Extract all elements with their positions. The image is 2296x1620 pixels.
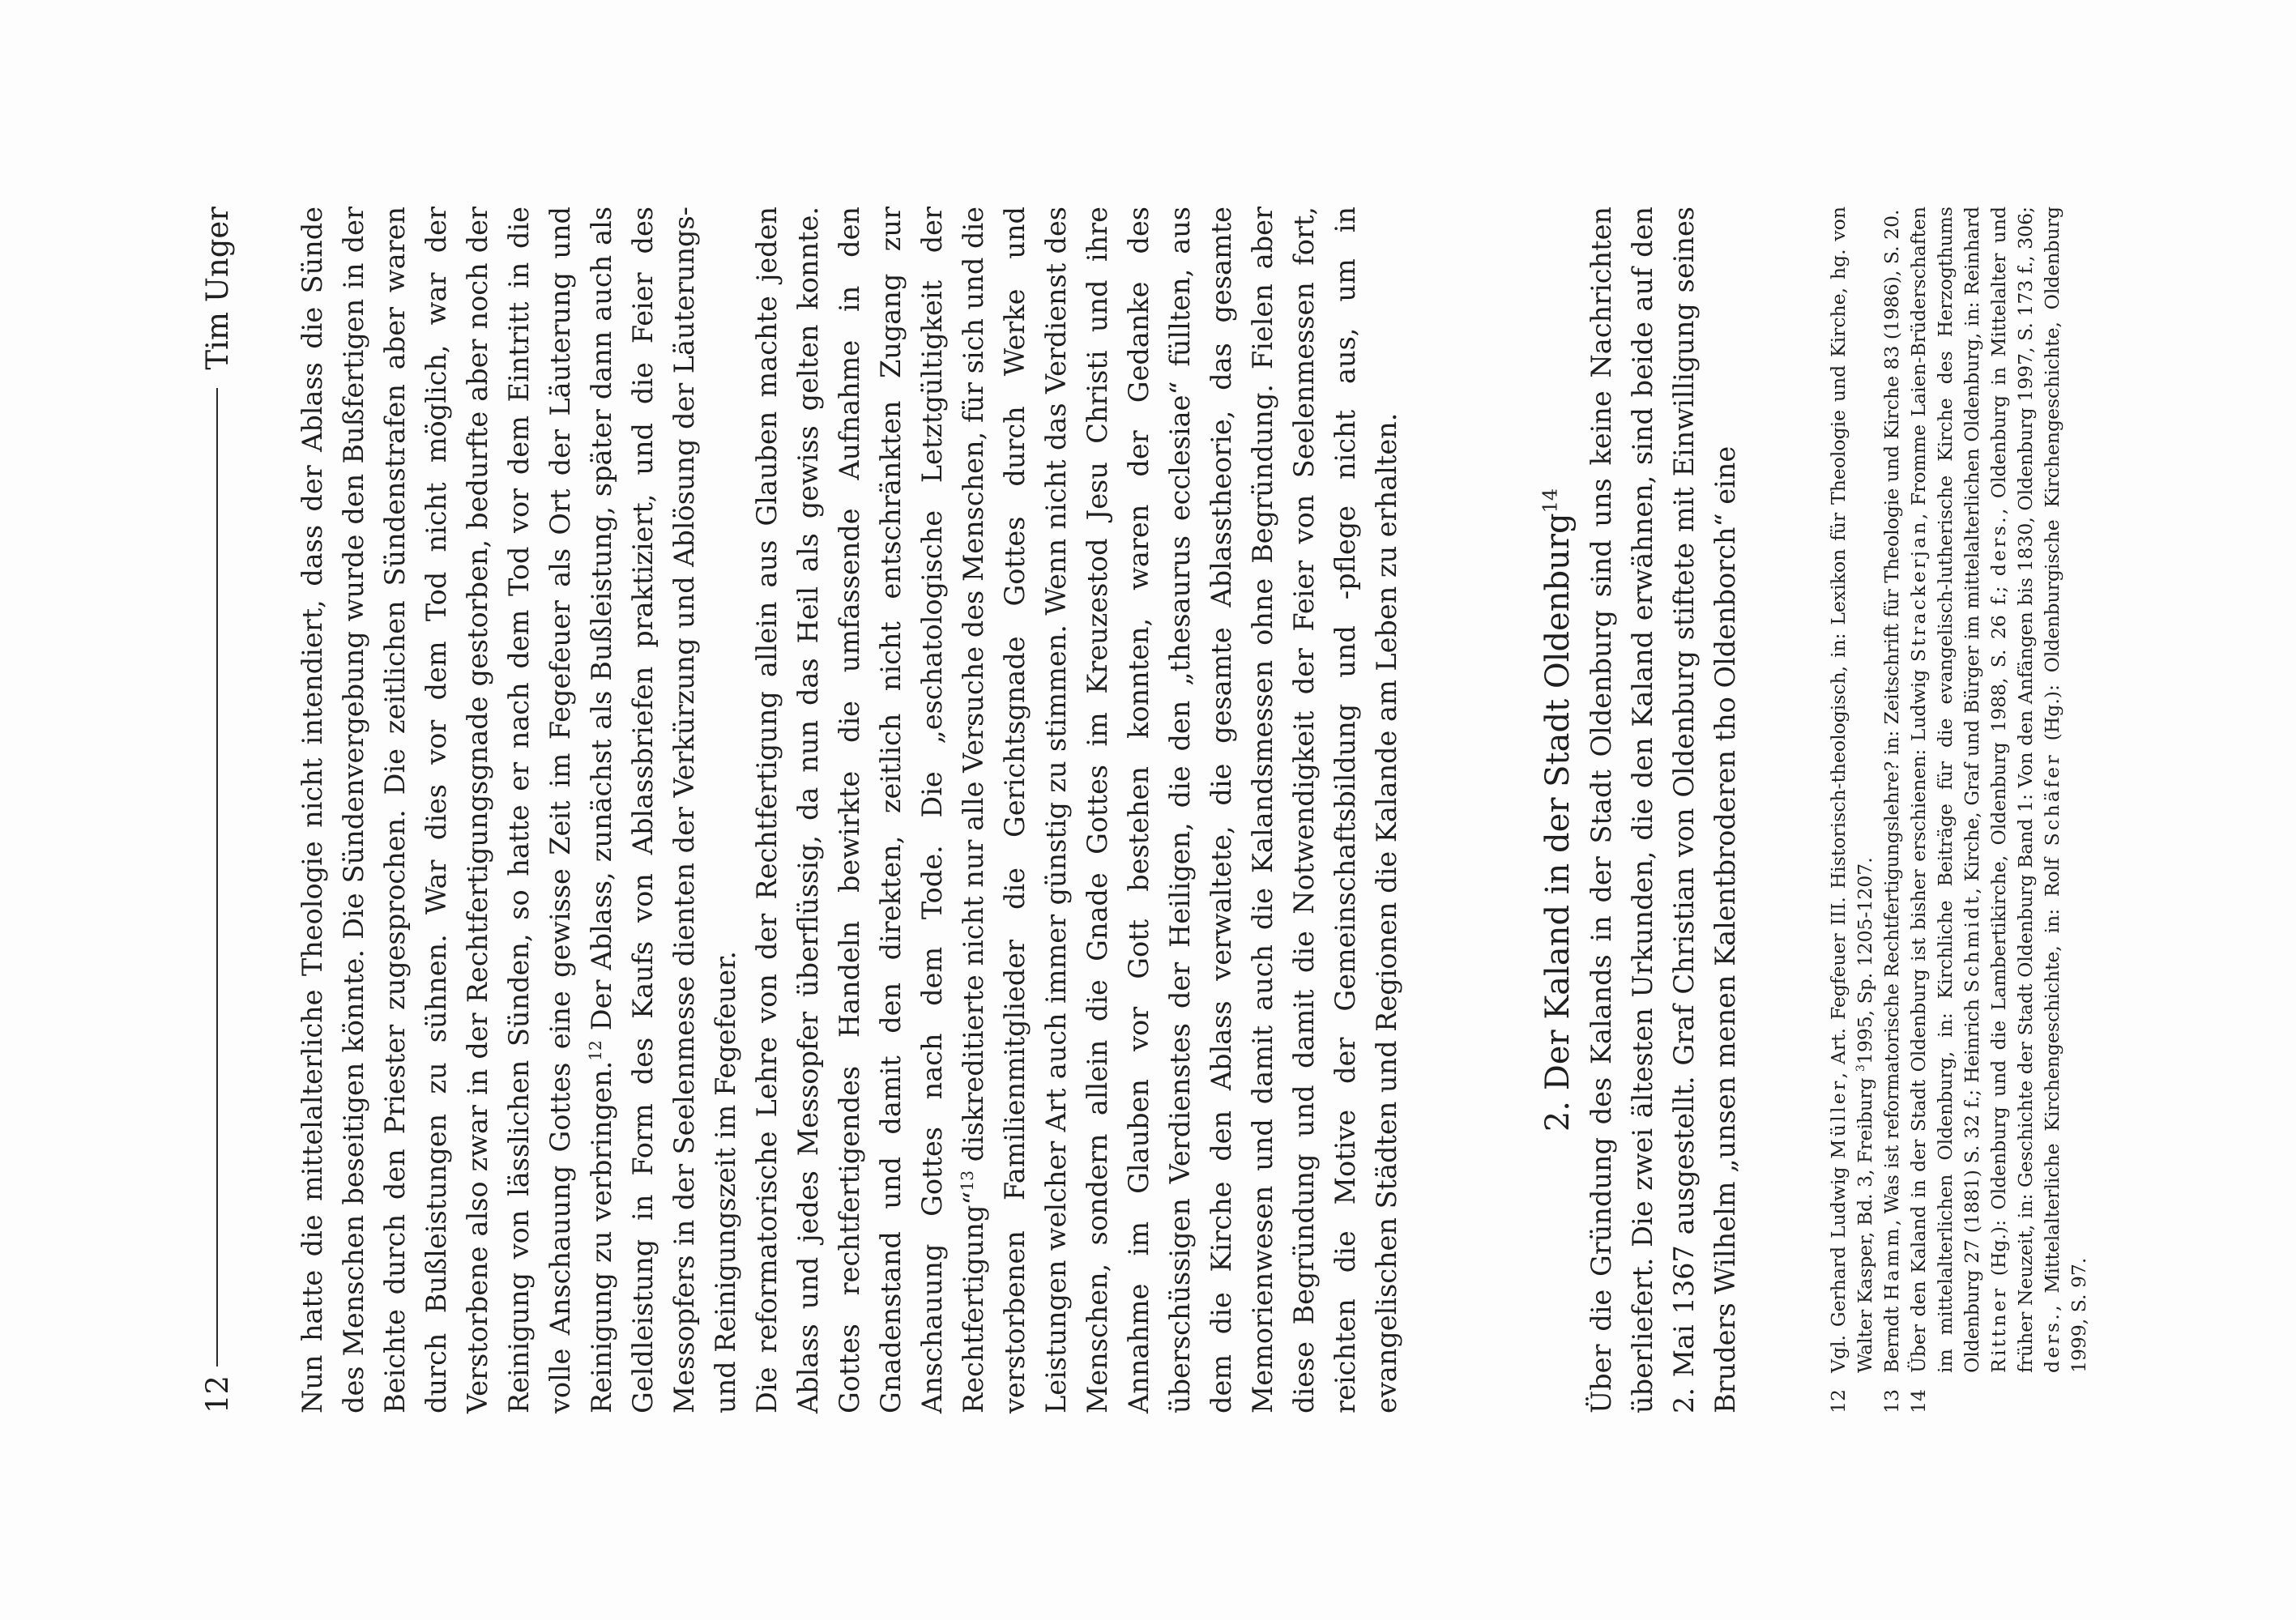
author-name: Rittner — [1987, 1285, 2010, 1373]
footnote-segment: Berndt — [1880, 1300, 1903, 1373]
footnote-text — [1879, 207, 1906, 1373]
author-name: ders. — [1987, 514, 2010, 577]
header-rule — [216, 388, 218, 1366]
footnote-reference: 14 — [1538, 488, 1562, 514]
footnote-segment: (Hg.): Oldenburg und die Lambertikirche, Oldenburg 1988, S. 26 f.; — [1987, 576, 2010, 1286]
footnote-segment: , Mittelalterliche Kirchengeschichte, in: Rolf — [2041, 846, 2063, 1311]
page-content — [193, 207, 2093, 1413]
section-heading-text: 2. Der Kaland in der Stadt Oldenburg — [1539, 513, 1577, 1132]
footnote-12 — [1825, 207, 1879, 1413]
footnote-reference: 12 — [585, 1040, 605, 1061]
paragraph-text: Die reformatorische Lehre von der Rechtfertigung allein aus Glauben machte jeden Ablass und jedes Messopfer überflüssig, da nun das Heil als gewiss gelten konnte. Gottes rechtfertigendes Handeln bewirkte die umfassende Aufnahme in den Gnadenstand und damit den direkten, zeitlich nicht entschränkten Zugang zur Anschauung Gottes nach dem Tode. Die „eschatologische Letztgültigkeit der Rechtfertigung“ — [751, 207, 989, 1413]
footnote-reference: 13 — [957, 1170, 977, 1192]
footnote-number: 12 — [1827, 1389, 1850, 1413]
footnote-number: 13 — [1880, 1389, 1903, 1413]
page-header — [193, 207, 241, 1413]
paragraph-text: diskreditierte nicht nur alle Versuche des Menschen, für sich und die verstorbenen Familienmitglieder die Gerichtsgnade Gottes durch Werke und Leistungen welcher Art auch immer günstig zu stimmen. Wenn nicht das Verdienst des Menschen, sondern allein die Gnade Gottes im Kreuzestod Jesu Christi und ihre Annahme im Glauben vor Gott bestehen konnten, waren der Gedanke des überschüssigen Verdienstes der Heiligen, die den „thesaurus ecclesiae“ füllten, aus dem die Kirche den Ablass verwaltete, die gesamte Ablasstheorie, das gesamte Memorienwesen und damit auch die Kalandsmessen ohne Begründung. Fielen aber diese Begründung und damit die Notwendigkeit der Feier von Seelenmessen fort, reichten die Motive der Gemeinschaftsbildung und -pflege nicht aus, um in evangelischen Städten und Regionen die Kalande am Leben zu erhalten. — [958, 207, 1402, 1413]
footnote-13 — [1879, 207, 1906, 1413]
edition-superscript: 3 — [1854, 1064, 1868, 1072]
footnote-segment: , Fromme Laien-Brüderschaften im mittelalterlichen Oldenburg, in: Kirchliche Beiträge für die evangelisch-lutherische Kirche des Herzogthums Oldenburg 27 (1881) S. 32 f.; Heinrich — [1907, 207, 1983, 1373]
running-head: Tim Unger — [199, 207, 235, 370]
footnote-segment: 1995, Sp. 1205-1207. — [1854, 857, 1876, 1065]
author-name: ders. — [2041, 1311, 2063, 1373]
footnotes — [1825, 207, 2093, 1413]
footnote-text — [1825, 207, 1879, 1373]
author-name: Hamm — [1880, 1226, 1903, 1301]
footnote-segment: , Oldenburg in Mittelalter und früher Neuzeit, in: Geschichte der Stadt Oldenburg Band 1: Von den Anfängen bis 1830, Oldenburg 1997, S. 173 f., 306; — [1987, 206, 2037, 1373]
author-name: Müller — [1827, 1078, 1850, 1159]
footnote-segment: (Hg.): Oldenburgische Kirchengeschichte, Oldenburg 1999, S. 97. — [2041, 207, 2090, 1373]
footnote-segment: , Kirche, Graf und Bürger im mittelalterlichen Oldenburg, in: Reinhard — [1961, 207, 1983, 894]
page-number: 12 — [199, 1375, 235, 1413]
author-name: Schäfer — [2041, 752, 2063, 846]
footnote-14 — [1906, 207, 2093, 1413]
body-text — [292, 207, 1746, 1413]
author-name: Strackerjan — [1907, 519, 1930, 663]
paragraph — [292, 207, 746, 1413]
footnote-segment: , Was ist reformatorische Rechtfertigungslehre? in: Zeitschrift für Theologie und Kirche 83 (1986), S. 20. — [1880, 209, 1903, 1226]
paragraph-text: Der Ablass, zunächst als Bußleistung, später dann auch als Geldleistung in Form des Kaufs von Ablassbriefen praktiziert, und die Feier des Messopfers in der Seelenmesse dienten der Verkürzung und Ablösung der Läuterungs- und Reinigungszeit im Fegefeuer. — [586, 206, 741, 1413]
paragraph — [746, 207, 1407, 1413]
footnote-segment: Vgl. Gerhard Ludwig — [1827, 1158, 1850, 1373]
section-heading — [1535, 207, 1581, 1413]
footnote-number: 14 — [1907, 1389, 1930, 1413]
paragraph: Über die Gründung des Kalands in der Stadt Oldenburg sind uns keine Nachrichten überliefert. Die zwei ältesten Urkunden, die den Kaland erwähnen, sind beide auf den 2. Mai 1367 ausgestellt. Graf Christian von Oldenburg stiftete mit Einwilligung seines Bruders Wilhelm „unsen menen Kalentbroderen tho Oldenborch“ eine — [1585, 207, 1741, 1413]
footnote-segment: Über den Kaland in der Stadt Oldenburg ist bisher erschienen: Ludwig — [1907, 662, 1930, 1373]
footnote-segment: , Art. Fegfeuer III. Historisch-theologisch, in: Lexikon für Theologie und Kirche, hg. von Walter Kasper, Bd. 3, Freiburg — [1827, 207, 1876, 1373]
author-name: Schmidt — [1961, 893, 1983, 993]
paragraph-text: Nun hatte die mittelalterliche Theologie nicht intendiert, dass der Ablass die Sünde des Menschen beseitigen könnte. Die Sündenvergebung wurde den Bußfertigen in der Beichte durch den Priester zugesprochen. Die zeitlichen Sündenstrafen aber waren durch Bußleistungen zu sühnen. War dies vor dem Tod nicht möglich, war der Verstorbene also zwar in der Rechtfertigungsgnade gestorben, bedurfte aber noch der Reinigung von lässlichen Sünden, so hatte er nach dem Tod vor dem Eintritt in die volle Anschauung Gottes eine gewisse Zeit im Fegefeuer als Ort der Läuterung und Reinigung zu verbringen. — [297, 207, 617, 1413]
footnote-text — [1906, 207, 2093, 1373]
